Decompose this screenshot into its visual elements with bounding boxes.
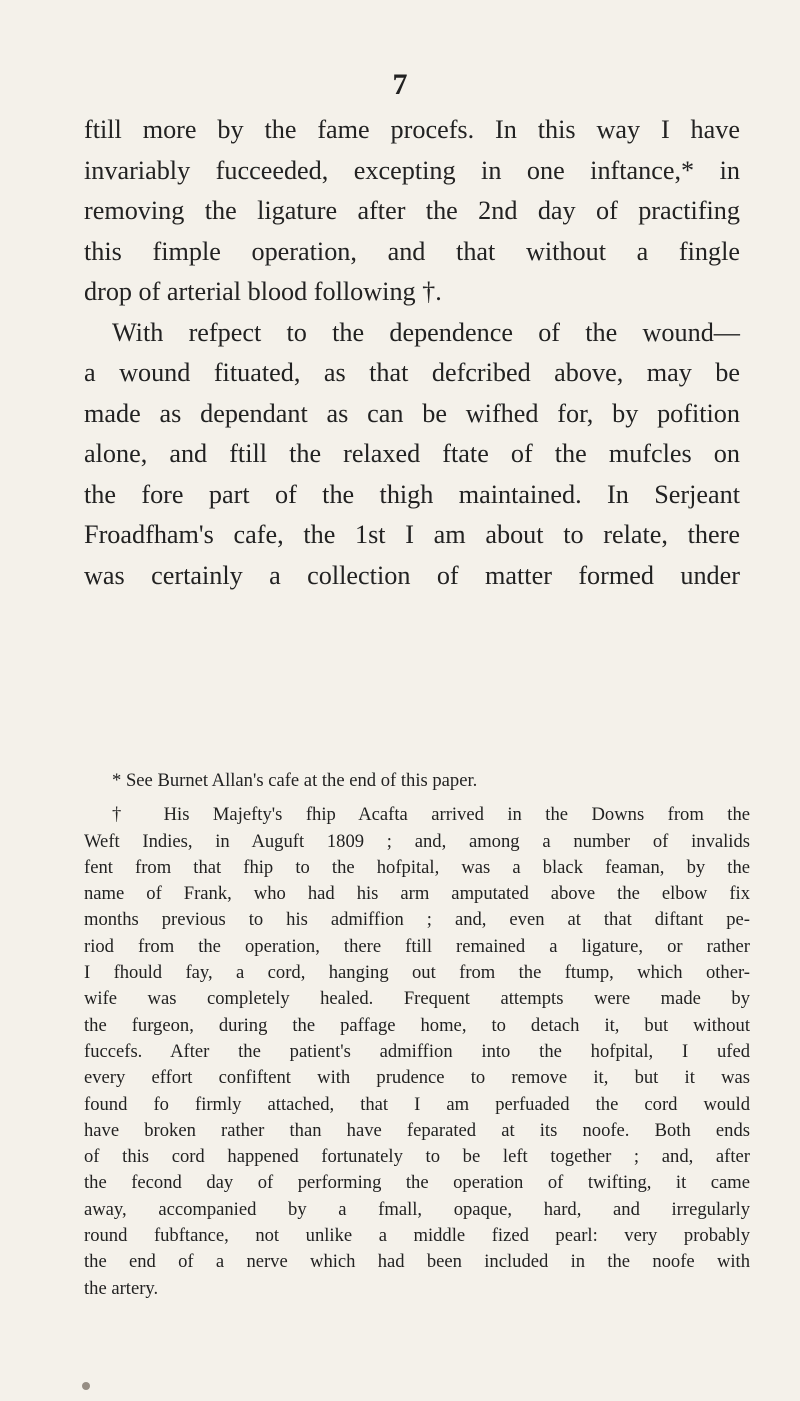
- footnote-line: fuccefs. After the patient's admiffion into the hofpital, I ufed: [84, 1040, 750, 1062]
- footnote-line: found fo firmly attached, that I am perfuaded the cord would: [84, 1093, 750, 1115]
- footnote-line: away, accompanied by a fmall, opaque, hard, and irregularly: [84, 1198, 750, 1220]
- body-line: a wound fituated, as that defcribed above, may be: [84, 358, 740, 387]
- footnote-line: fent from that fhip to the hofpital, was a black feaman, by the: [84, 856, 750, 878]
- page-number: 7: [392, 68, 408, 101]
- footnote-line: Weft Indies, in Auguft 1809 ; and, among a number of invalids: [84, 830, 750, 852]
- footnote-line: the furgeon, during the paffage home, to detach it, but without: [84, 1014, 750, 1036]
- footnote-line: name of Frank, who had his arm amputated above the elbow fix: [84, 883, 750, 905]
- footnotes: [84, 768, 750, 1302]
- footnote-line: wife was completely healed. Frequent attempts were made by: [84, 988, 750, 1010]
- body-line: this fimple operation, and that without a fingle: [84, 236, 740, 266]
- body-text: [84, 110, 740, 596]
- body-line: drop of arterial blood following †.: [84, 277, 442, 306]
- body-line: was certainly a collection of matter formed under: [84, 560, 740, 590]
- footnote-line: the artery.: [84, 1277, 159, 1299]
- footnote-line: months previous to his admiffion ; and, even at that diftant pe-: [84, 909, 750, 931]
- body-line: invariably fucceeded, excepting in one inftance,* in: [84, 155, 740, 185]
- footnote-line: round fubftance, not unlike a middle fized pearl: very probably: [84, 1225, 750, 1247]
- footnote-line: every effort confiftent with prudence to remove it, but it was: [84, 1067, 750, 1089]
- body-line: ftill more by the fame procefs. In this way I have: [84, 115, 740, 144]
- footnote-line: I fhould fay, a cord, hanging out from the ftump, which other-: [84, 962, 750, 984]
- footnote-line: of this cord happened fortunately to be left together ; and, after: [84, 1146, 750, 1168]
- footnote-line: riod from the operation, there ftill remained a ligature, or rather: [84, 935, 750, 957]
- footnote-line: have broken rather than have feparated at its noofe. Both ends: [84, 1119, 750, 1141]
- body-line: Froadfham's cafe, the 1st I am about to relate, there: [84, 520, 740, 549]
- body-line: made as dependant as can be wifhed for, by pofition: [84, 398, 740, 428]
- footnote-burnet-allan: * See Burnet Allan's cafe at the end of this paper.: [112, 770, 478, 791]
- footnote-line: the fecond day of performing the operation of twifting, it came: [84, 1172, 750, 1194]
- footnote-line: the end of a nerve which had been included in the noofe with: [84, 1251, 750, 1273]
- body-line: the fore part of the thigh maintained. In Serjeant: [84, 479, 740, 509]
- footnote-line: † His Majefty's fhip Acafta arrived in the Downs from the: [112, 804, 750, 826]
- body-line: With refpect to the dependence of the wound—: [112, 317, 740, 347]
- ink-spot: [82, 1382, 90, 1390]
- body-line: removing the ligature after the 2nd day of practifing: [84, 196, 740, 225]
- body-line: alone, and ftill the relaxed ftate of the mufcles on: [84, 439, 740, 468]
